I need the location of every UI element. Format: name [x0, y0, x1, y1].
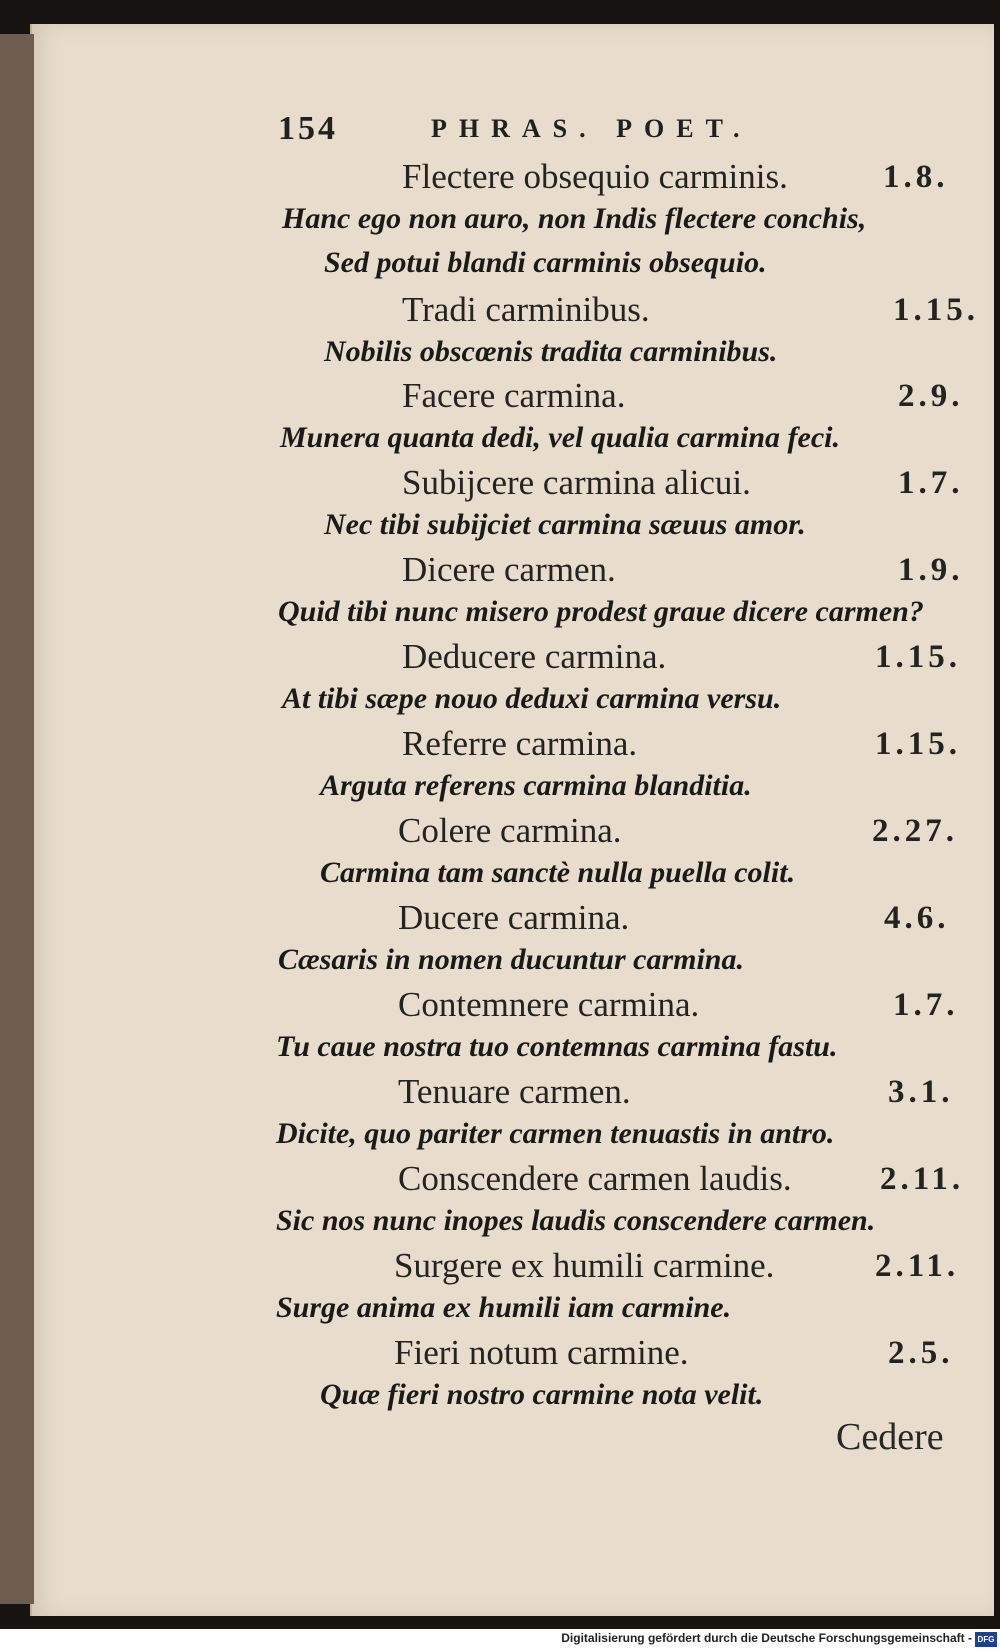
entry-ref: 2.11. — [880, 1161, 965, 1197]
entry-quote: Surge anima ex humili iam carmine. — [276, 1291, 732, 1324]
entry-ref: 1.15. — [893, 292, 979, 328]
entry — [0, 287, 1000, 375]
entry-quote: Cæsaris in nomen ducuntur carmina. — [278, 943, 744, 976]
footer-credit: Digitalisierung gefördert durch die Deutsche Forschungsgemeinschaft - — [561, 1631, 972, 1645]
entry-ref: 1.8. — [883, 159, 949, 195]
entry-phrase: Tenuare carmen. — [398, 1072, 631, 1111]
entry-phrase: Deducere carmina. — [402, 637, 667, 676]
entry-ref: 1.15. — [875, 639, 961, 675]
entry-phrase: Subijcere carmina alicui. — [402, 463, 751, 502]
entry-quote: Arguta referens carmina blanditia. — [320, 769, 752, 802]
entry-ref: 1.9. — [898, 552, 964, 588]
running-head: PHRAS. POET. — [431, 114, 752, 143]
entry-quote: Dicite, quo pariter carmen tenuastis in antro. — [276, 1117, 835, 1150]
entry-ref: 3.1. — [888, 1074, 954, 1110]
entry-ref: 1.7. — [898, 465, 964, 501]
entry-phrase: Conscendere carmen laudis. — [398, 1159, 792, 1198]
entry-quote: Nec tibi subijciet carmina sæuus amor. — [324, 508, 806, 541]
entry — [0, 547, 1000, 635]
entry-ref: 2.11. — [875, 1248, 960, 1284]
dfg-logo: DFG — [975, 1632, 997, 1647]
entry-ref: 4.6. — [884, 900, 950, 936]
entry-phrase: Dicere carmen. — [402, 550, 616, 589]
entry — [0, 154, 1000, 242]
page-header — [278, 110, 818, 150]
entry-quote: Tu caue nostra tuo contemnas carmina fastu. — [276, 1030, 838, 1063]
catchword: Cedere — [836, 1416, 944, 1458]
entry-phrase: Contemnere carmina. — [398, 985, 700, 1024]
entry-phrase: Surgere ex humili carmine. — [394, 1246, 775, 1285]
entry — [0, 982, 1000, 1070]
entry — [0, 460, 1000, 548]
entry-quote: Sed potui blandi carminis obsequio. — [324, 246, 767, 279]
entry — [0, 895, 1000, 983]
entry-ref: 2.9. — [898, 378, 964, 414]
entry-ref: 1.7. — [893, 987, 959, 1023]
entry-phrase: Colere carmina. — [398, 811, 622, 850]
digitization-footer — [0, 1629, 1000, 1651]
entry-phrase: Tradi carminibus. — [402, 290, 650, 329]
entry-quote: At tibi sæpe nouo deduxi carmina versu. — [282, 682, 782, 715]
entry — [0, 1330, 1000, 1418]
entry-ref: 1.15. — [875, 726, 961, 762]
entry-quote: Carmina tam sanctè nulla puella colit. — [320, 856, 796, 889]
entry-ref: 2.5. — [888, 1335, 954, 1371]
entry — [0, 1243, 1000, 1331]
entry-quote: Nobilis obscœnis tradita carminibus. — [324, 335, 778, 368]
entry-phrase: Facere carmina. — [402, 376, 626, 415]
entry-phrase: Fieri notum carmine. — [394, 1333, 689, 1372]
entry — [0, 1069, 1000, 1157]
entry-quote: Quæ fieri nostro carmine nota velit. — [320, 1378, 764, 1411]
entry-phrase: Ducere carmina. — [398, 898, 630, 937]
entry — [0, 721, 1000, 809]
entry-quote: Hanc ego non auro, non Indis flectere conchis, — [282, 202, 867, 235]
entry — [0, 373, 1000, 461]
entry-quote: Sic nos nunc inopes laudis conscendere carmen. — [276, 1204, 876, 1237]
entry-quote: Quid tibi nunc misero prodest graue dicere carmen? — [278, 595, 924, 628]
page-number: 154 — [278, 110, 338, 147]
entry — [0, 808, 1000, 896]
entry — [0, 1156, 1000, 1244]
entry-quote: Munera quanta dedi, vel qualia carmina feci. — [280, 421, 841, 454]
entry — [0, 634, 1000, 722]
entry-phrase: Flectere obsequio carminis. — [402, 157, 788, 196]
entry-ref: 2.27. — [872, 813, 958, 849]
entry-phrase: Referre carmina. — [402, 724, 638, 763]
